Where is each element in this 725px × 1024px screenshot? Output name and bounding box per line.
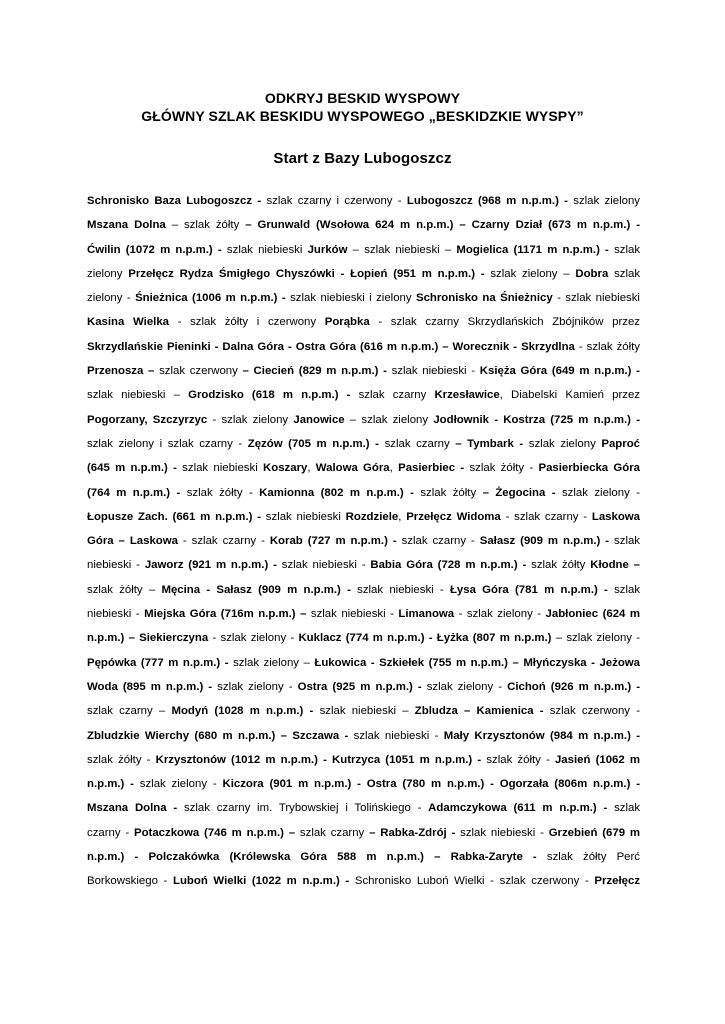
place-name-text: Schronisko na Śnieżnicy <box>415 292 558 305</box>
place-name-text: Dobra <box>575 267 615 280</box>
paragraph-line <box>87 286 640 310</box>
trail-text: szlak zielony - <box>217 680 298 693</box>
place-name-text: Jabłoniec (624 m <box>545 608 640 621</box>
trail-text: szlak niebieski – <box>87 389 189 402</box>
place-name-text: Ostra (925 m n.p.m.) - <box>297 680 427 693</box>
trail-text: , Diabelski Kamień przez <box>499 389 640 402</box>
trail-text: szlak <box>614 267 640 280</box>
place-name-text: Koszary <box>263 462 308 475</box>
paragraph-line <box>87 432 640 456</box>
trail-text: szlak niebieski - <box>391 365 480 378</box>
place-name-text: – Rabka-Zdrój - <box>369 826 461 839</box>
trail-text: szlak zielony <box>528 437 602 450</box>
trail-text: szlak <box>614 535 640 548</box>
trail-text: zielony <box>87 267 129 280</box>
trail-text: szlak czarny <box>384 437 456 450</box>
place-name-text: Mszana Dolna - <box>87 802 184 815</box>
trail-text: , <box>307 462 316 475</box>
trail-text: szlak czarny i czerwony - <box>266 195 407 207</box>
place-name-text: Krzysztonów (1012 m n.p.m.) - Kutrzyca (1051 m n.p.m.) - <box>155 753 487 766</box>
trail-text: szlak czarny - <box>401 535 480 548</box>
place-name-text: Zęzów (705 m n.p.m.) - <box>247 437 385 450</box>
trail-text: szlak niebieski i zielony <box>290 292 416 305</box>
place-name-text: Laskowa <box>591 510 640 523</box>
place-name-text: Kiczora (901 m n.p.m.) - Ostra (780 m n.p.m.) - Ogorzała (806m n.p.m.) - <box>222 778 640 791</box>
trail-text: - szlak czarny - <box>182 535 270 548</box>
trail-text: szlak niebieski - <box>357 583 450 596</box>
trail-text: szlak czerwony <box>159 365 243 378</box>
trail-text: zielony - <box>87 292 136 305</box>
trail-text: szlak żółty - <box>87 753 156 766</box>
trail-text: , <box>398 510 407 523</box>
trail-text: - szlak żółty <box>578 340 640 353</box>
place-name-text: Grzebień (679 m <box>548 826 640 839</box>
place-name-text: Janowice <box>293 413 350 426</box>
place-name-text: Paproć <box>601 437 640 450</box>
document-title: ODKRYJ BESKID WYSPOWY <box>264 90 461 106</box>
trail-text: - szlak czarny Skrzydlańskich Zbójników przez <box>378 316 640 329</box>
paragraph-line <box>87 724 640 748</box>
trail-text: szlak zielony - <box>426 680 508 693</box>
place-name-text: Śnieżnica (1006 m n.p.m.) - <box>135 292 291 305</box>
trail-text: szlak żółty <box>420 486 483 499</box>
paragraph-line <box>87 408 640 432</box>
place-name-text: (645 m n.p.m.) - <box>87 462 183 475</box>
paragraph-line <box>87 626 640 650</box>
trail-text: - szlak zielony - <box>212 632 299 645</box>
trail-text: - szlak zielony <box>212 413 294 426</box>
paragraph-line <box>87 699 640 723</box>
trail-text: niebieski - <box>87 608 145 621</box>
place-name-text: Łukowica - Szkiełek (755 m n.p.m.) – Młyńczyska - Jeżowa <box>314 656 640 669</box>
trail-text: – szlak żółty <box>171 219 246 232</box>
trail-text: szlak żółty – <box>87 583 162 596</box>
place-name-text: Przenosza – <box>87 365 160 378</box>
place-name-text: n.p.m.) – Siekierczyna <box>87 632 213 645</box>
place-name-text: Łysa Góra (781 m n.p.m.) - <box>449 583 615 596</box>
place-name-text: Schronisko Baza Lubogoszcz - <box>87 195 267 207</box>
trail-text: – szlak zielony <box>349 413 434 426</box>
place-name-text: Woda (895 m n.p.m.) - <box>87 680 218 693</box>
paragraph-line <box>87 359 640 383</box>
trail-text: - szlak niebieski <box>557 292 640 305</box>
paragraph-line <box>87 189 640 213</box>
trail-text: szlak czarny <box>299 826 370 839</box>
place-name-text: Jasień (1062 m <box>554 753 640 766</box>
trail-text: szlak zielony i szlak czarny - <box>87 437 248 450</box>
place-name-text: Miejska Góra (716m n.p.m.) – <box>144 608 311 621</box>
place-name-text: Pasierbiecka Góra <box>538 462 640 475</box>
paragraph-line <box>87 675 640 699</box>
trail-text: szlak <box>614 583 640 596</box>
trail-text: szlak czarny <box>358 389 435 402</box>
place-name-text: Rozdziele <box>345 510 399 523</box>
trail-text: – szlak zielony - <box>555 632 640 645</box>
place-name-text: n.p.m.) - <box>87 778 140 791</box>
place-name-text: (764 m n.p.m.) - <box>87 486 187 499</box>
trail-text: szlak zielony - <box>139 778 223 791</box>
trail-text: - szlak zielony - <box>458 608 546 621</box>
place-name-text: Potaczkowa (746 m n.p.m.) – <box>134 826 300 839</box>
trail-text: szlak czarny im. Trybowskiej i Tolińskiego - <box>183 802 429 815</box>
trail-text: - szlak czarny - <box>505 510 592 523</box>
place-name-text: Sałasz (909 m n.p.m.) - <box>479 535 615 548</box>
trail-text: szlak żółty - <box>486 753 555 766</box>
paragraph-line <box>87 481 640 505</box>
trail-text: szlak czerwony - <box>549 705 640 718</box>
place-name-text: Kamionna (802 m n.p.m.) - <box>259 486 421 499</box>
paragraph-line <box>87 456 640 480</box>
trail-text: szlak niebieski - <box>281 559 371 572</box>
paragraph-line <box>87 651 640 675</box>
document-subtitle: Start z Bazy Lubogoszcz <box>273 150 452 167</box>
route-description <box>87 189 640 894</box>
place-name-text: Modyń (1028 m n.p.m.) - <box>171 705 320 718</box>
place-name-text: Limanowa <box>398 608 459 621</box>
paragraph-line <box>87 869 640 893</box>
place-name-text: Kłodne – <box>590 559 640 572</box>
place-name-text: Łopusze Zach. (661 m n.p.m.) - <box>87 510 266 523</box>
trail-text: szlak czarny – <box>87 705 172 718</box>
paragraph-line <box>87 383 640 407</box>
trail-text: szlak żółty - <box>186 486 260 499</box>
trail-text: szlak niebieski <box>265 510 346 523</box>
place-name-text: Jaworz (921 m n.p.m.) - <box>144 559 282 572</box>
place-name-text: Adamczykowa (611 m n.p.m.) - <box>428 802 615 815</box>
trail-text: szlak żółty - <box>469 462 539 475</box>
trail-text: czarny - <box>87 826 134 839</box>
place-name-text: Lubogoszcz (968 m n.p.m.) - <box>406 195 574 207</box>
place-name-text: Skrzydlańskie Pieninki - Dalna Góra - Ostra Góra (616 m n.p.m.) – Worecznik - Skrzydlna <box>87 340 579 353</box>
paragraph-line <box>87 578 640 602</box>
trail-text: szlak <box>614 802 640 815</box>
paragraph-line <box>87 845 640 869</box>
trail-text: szlak żółty <box>531 559 591 572</box>
trail-text: szlak żółty Perć <box>546 851 640 864</box>
document-title-line-2: GŁÓWNY SZLAK BESKIDU WYSPOWEGO „BESKIDZKIE WYSPY” <box>141 108 584 124</box>
trail-text: szlak niebieski <box>226 243 308 256</box>
place-name-text: Zbludza – Kamienica - <box>414 705 550 718</box>
paragraph-line <box>87 821 640 845</box>
place-name-text: Męcina - Sałasz (909 m n.p.m.) - <box>161 583 358 596</box>
place-name-text: Księża Góra (649 m n.p.m.) - <box>479 365 640 378</box>
place-name-text: Ćwilin (1072 m n.p.m.) - <box>87 243 227 256</box>
place-name-text: Pasierbiec - <box>398 462 470 475</box>
trail-text: szlak zielony – <box>233 656 315 669</box>
place-name-text: n.p.m.) - Polczakówka (Królewska Góra 588 m n.p.m.) – Rabka-Zaryte - <box>87 851 547 864</box>
place-name-text: Luboń Wielki (1022 m n.p.m.) - <box>173 875 355 888</box>
trail-text: szlak niebieski – <box>319 705 415 718</box>
place-name-text: Kuklacz (774 m n.p.m.) - Łyżka (807 m n.p.m.) <box>298 632 556 645</box>
paragraph-line <box>87 553 640 577</box>
place-name-text: – Ciecień (829 m n.p.m.) - <box>242 365 392 378</box>
paragraph-line <box>87 748 640 772</box>
trail-text: Borkowskiego - <box>87 875 173 888</box>
paragraph-line <box>87 602 640 626</box>
trail-text: szlak zielony – <box>490 267 576 280</box>
place-name-text: – Grunwald (Wsołowa 624 m n.p.m.) – Czarny Dział (673 m n.p.m.) - <box>245 219 640 232</box>
place-name-text: – Żegocina - <box>482 486 562 499</box>
place-name-text: Krzesławice <box>434 389 500 402</box>
place-name-text: – Tymbark - <box>455 437 529 450</box>
place-name-text: Korab (727 m n.p.m.) - <box>269 535 402 548</box>
trail-text: - szlak żółty i czerwony <box>177 316 325 329</box>
trail-text: szlak zielony <box>573 195 640 207</box>
trail-text: szlak niebieski - <box>310 608 399 621</box>
paragraph-line <box>87 796 640 820</box>
trail-text: Schronisko Luboń Wielki - szlak czerwony - <box>354 875 595 888</box>
place-name-text: Góra – Laskowa <box>87 535 183 548</box>
trail-text: – szlak niebieski – <box>352 243 457 256</box>
place-name-text: Grodzisko (618 m n.p.m.) - <box>188 389 359 402</box>
trail-text: szlak niebieski - <box>460 826 549 839</box>
paragraph-line <box>87 335 640 359</box>
place-name-text: Mszana Dolna <box>87 219 172 232</box>
place-name-text: Przełęcz <box>594 875 640 888</box>
trail-text: szlak niebieski - <box>353 729 444 742</box>
place-name-text: Kasina Wielka <box>87 316 178 329</box>
place-name-text: Przełęcz Rydza Śmigłego Chyszówki - Łopień (951 m n.p.m.) - <box>128 267 491 280</box>
paragraph-line <box>87 213 640 237</box>
place-name-text: Pępówka (777 m n.p.m.) - <box>87 656 234 669</box>
paragraph-line <box>87 310 640 334</box>
place-name-text: Przełęcz Widoma <box>406 510 506 523</box>
trail-text: szlak <box>614 243 640 256</box>
paragraph-line <box>87 772 640 796</box>
place-name-text: Pogorzany, Szczyrzyc <box>87 413 213 426</box>
place-name-text: Mały Krzysztonów (984 m n.p.m.) - <box>443 729 640 742</box>
paragraph-line <box>87 262 640 286</box>
trail-text: niebieski - <box>87 559 145 572</box>
trail-text: szlak niebieski <box>182 462 264 475</box>
place-name-text: Zbludzkie Wierchy (680 m n.p.m.) – Szczawa - <box>87 729 354 742</box>
paragraph-line <box>87 505 640 529</box>
trail-text: szlak zielony - <box>561 486 640 499</box>
place-name-text: Mogielica (1171 m n.p.m.) - <box>456 243 615 256</box>
place-name-text: Jurków <box>307 243 353 256</box>
paragraph-line <box>87 238 640 262</box>
place-name-text: Jodłownik - Kostrza (725 m n.p.m.) - <box>433 413 640 426</box>
paragraph-line <box>87 529 640 553</box>
place-name-text: Cichoń (926 m n.p.m.) - <box>507 680 640 693</box>
place-name-text: Walowa Góra <box>315 462 390 475</box>
place-name-text: Porąbka <box>324 316 379 329</box>
place-name-text: Babia Góra (728 m n.p.m.) - <box>370 559 532 572</box>
trail-text: , <box>389 462 399 475</box>
